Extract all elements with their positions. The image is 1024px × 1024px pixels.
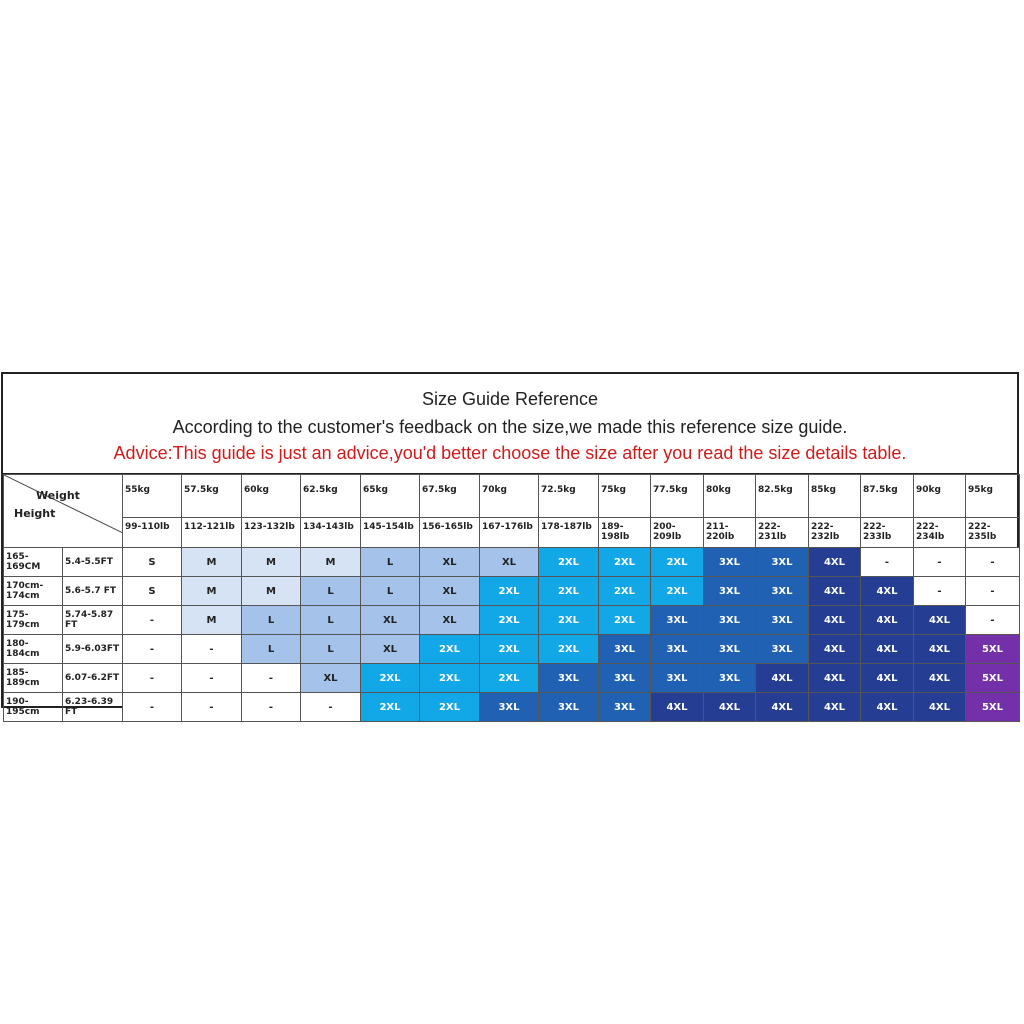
size-cell: 2XL: [480, 635, 539, 664]
size-cell: 2XL: [651, 548, 704, 577]
size-cell: -: [914, 577, 966, 606]
weight-lb-cell: 123-132lb: [242, 518, 301, 548]
size-cell: 3XL: [599, 693, 651, 722]
size-cell: XL: [420, 548, 480, 577]
size-cell: M: [242, 577, 301, 606]
weight-kg-cell: 95kg: [966, 475, 1020, 518]
size-cell: 5XL: [966, 635, 1020, 664]
size-cell: M: [182, 548, 242, 577]
size-cell: -: [182, 664, 242, 693]
size-cell: 4XL: [861, 606, 914, 635]
size-cell: L: [242, 635, 301, 664]
corner-height-label: Height: [14, 507, 56, 520]
height-cm-cell: 185-189cm: [4, 664, 63, 693]
size-cell: -: [123, 693, 182, 722]
height-cm-cell: 175-179cm: [4, 606, 63, 635]
size-cell: 2XL: [651, 577, 704, 606]
size-cell: -: [301, 693, 361, 722]
weight-lb-cell: 99-110lb: [123, 518, 182, 548]
size-cell: 2XL: [480, 577, 539, 606]
size-cell: 2XL: [599, 606, 651, 635]
weight-kg-cell: 65kg: [361, 475, 420, 518]
weight-kg-cell: 57.5kg: [182, 475, 242, 518]
weight-kg-cell: 77.5kg: [651, 475, 704, 518]
size-cell: 4XL: [861, 664, 914, 693]
weight-lb-cell: 189-198lb: [599, 518, 651, 548]
size-cell: 3XL: [599, 664, 651, 693]
height-ft-cell: 5.74-5.87 FT: [63, 606, 123, 635]
size-table: [3, 474, 1020, 722]
size-cell: 4XL: [704, 693, 756, 722]
size-cell: 3XL: [704, 548, 756, 577]
height-ft-cell: 6.07-6.2FT: [63, 664, 123, 693]
corner-weight-label: Weight: [36, 489, 80, 502]
size-cell: M: [182, 577, 242, 606]
weight-lb-cell: 134-143lb: [301, 518, 361, 548]
size-cell: -: [123, 664, 182, 693]
size-cell: S: [123, 577, 182, 606]
size-cell: 4XL: [756, 664, 809, 693]
size-cell: M: [242, 548, 301, 577]
weight-lb-cell: 222-231lb: [756, 518, 809, 548]
size-cell: 2XL: [420, 693, 480, 722]
size-cell: 5XL: [966, 664, 1020, 693]
weight-kg-cell: 70kg: [480, 475, 539, 518]
weight-kg-cell: 90kg: [914, 475, 966, 518]
size-cell: 2XL: [480, 606, 539, 635]
corner-cell: [4, 475, 123, 548]
height-ft-cell: 5.6-5.7 FT: [63, 577, 123, 606]
size-cell: L: [301, 635, 361, 664]
size-cell: -: [123, 606, 182, 635]
size-cell: -: [966, 606, 1020, 635]
size-row: [4, 577, 1020, 606]
weight-lb-cell: 222-235lb: [966, 518, 1020, 548]
weight-lb-cell: 167-176lb: [480, 518, 539, 548]
weight-lb-cell: 200-209lb: [651, 518, 704, 548]
size-cell: -: [966, 548, 1020, 577]
weight-lb-cell: 178-187lb: [539, 518, 599, 548]
size-cell: 2XL: [539, 635, 599, 664]
height-cm-cell: 190-195cm: [4, 693, 63, 722]
weight-kg-row: [4, 475, 1020, 518]
size-cell: 2XL: [420, 664, 480, 693]
size-cell: 4XL: [809, 548, 861, 577]
size-cell: 3XL: [756, 606, 809, 635]
size-cell: 4XL: [809, 664, 861, 693]
size-row: [4, 548, 1020, 577]
weight-kg-cell: 80kg: [704, 475, 756, 518]
weight-kg-cell: 67.5kg: [420, 475, 480, 518]
size-cell: 3XL: [539, 693, 599, 722]
size-cell: L: [301, 577, 361, 606]
size-cell: 4XL: [914, 693, 966, 722]
size-cell: L: [361, 548, 420, 577]
size-cell: 2XL: [599, 548, 651, 577]
size-cell: 4XL: [809, 577, 861, 606]
size-cell: XL: [480, 548, 539, 577]
size-cell: -: [914, 548, 966, 577]
size-cell: 3XL: [651, 606, 704, 635]
size-cell: -: [861, 548, 914, 577]
guide-title: Size Guide Reference: [421, 389, 599, 409]
size-cell: 4XL: [809, 606, 861, 635]
size-cell: 4XL: [914, 606, 966, 635]
size-cell: 3XL: [704, 606, 756, 635]
size-cell: 3XL: [704, 577, 756, 606]
weight-lb-cell: 222-232lb: [809, 518, 861, 548]
size-cell: 3XL: [651, 664, 704, 693]
size-cell: 4XL: [914, 664, 966, 693]
size-cell: 2XL: [361, 693, 420, 722]
size-cell: 2XL: [539, 577, 599, 606]
size-cell: 4XL: [861, 577, 914, 606]
size-cell: 3XL: [539, 664, 599, 693]
weight-kg-cell: 55kg: [123, 475, 182, 518]
size-cell: -: [182, 693, 242, 722]
size-cell: 3XL: [704, 635, 756, 664]
size-cell: XL: [361, 635, 420, 664]
weight-kg-cell: 60kg: [242, 475, 301, 518]
size-cell: XL: [420, 577, 480, 606]
size-cell: L: [242, 606, 301, 635]
height-cm-cell: 165-169CM: [4, 548, 63, 577]
size-row: [4, 664, 1020, 693]
size-cell: -: [242, 693, 301, 722]
size-cell: 2XL: [361, 664, 420, 693]
size-cell: 4XL: [809, 635, 861, 664]
weight-kg-cell: 75kg: [599, 475, 651, 518]
size-guide: [1, 372, 1019, 717]
size-row: [4, 693, 1020, 722]
weight-kg-cell: 85kg: [809, 475, 861, 518]
height-ft-cell: 6.23-6.39 FT: [63, 693, 123, 722]
size-cell: -: [123, 635, 182, 664]
size-cell: 3XL: [756, 577, 809, 606]
size-cell: -: [966, 577, 1020, 606]
height-cm-cell: 180-184cm: [4, 635, 63, 664]
size-cell: 5XL: [966, 693, 1020, 722]
guide-subtitle: According to the customer's feedback on the size,we made this reference size guide.: [172, 417, 848, 437]
size-cell: 3XL: [480, 693, 539, 722]
size-cell: 3XL: [704, 664, 756, 693]
size-cell: 4XL: [914, 635, 966, 664]
size-cell: L: [301, 606, 361, 635]
height-cm-cell: 170cm-174cm: [4, 577, 63, 606]
size-cell: L: [361, 577, 420, 606]
size-cell: 3XL: [756, 635, 809, 664]
size-cell: XL: [420, 606, 480, 635]
weight-lb-cell: 156-165lb: [420, 518, 480, 548]
size-cell: XL: [361, 606, 420, 635]
size-cell: 4XL: [861, 693, 914, 722]
size-row: [4, 606, 1020, 635]
weight-lb-cell: 112-121lb: [182, 518, 242, 548]
size-cell: 3XL: [651, 635, 704, 664]
weight-lb-cell: 222-233lb: [861, 518, 914, 548]
size-cell: 4XL: [651, 693, 704, 722]
size-cell: M: [182, 606, 242, 635]
weight-kg-cell: 87.5kg: [861, 475, 914, 518]
size-row: [4, 635, 1020, 664]
guide-advice: Advice:This guide is just an advice,you'd better choose the size after you read the size details table.: [113, 443, 907, 463]
weight-kg-cell: 62.5kg: [301, 475, 361, 518]
size-cell: 4XL: [756, 693, 809, 722]
size-cell: 3XL: [756, 548, 809, 577]
weight-lb-cell: 145-154lb: [361, 518, 420, 548]
size-cell: -: [242, 664, 301, 693]
size-cell: 4XL: [861, 635, 914, 664]
size-cell: 4XL: [809, 693, 861, 722]
guide-header: [3, 374, 1017, 474]
size-cell: -: [182, 635, 242, 664]
diagonal-divider: [4, 475, 123, 533]
weight-kg-cell: 82.5kg: [756, 475, 809, 518]
weight-lb-cell: 222-234lb: [914, 518, 966, 548]
size-cell: 3XL: [599, 635, 651, 664]
height-ft-cell: 5.9-6.03FT: [63, 635, 123, 664]
weight-kg-cell: 72.5kg: [539, 475, 599, 518]
size-cell: M: [301, 548, 361, 577]
size-cell: XL: [301, 664, 361, 693]
size-cell: S: [123, 548, 182, 577]
size-cell: 2XL: [539, 606, 599, 635]
weight-lb-row: [4, 518, 1020, 548]
height-ft-cell: 5.4-5.5FT: [63, 548, 123, 577]
size-cell: 2XL: [539, 548, 599, 577]
size-cell: 2XL: [480, 664, 539, 693]
size-cell: 2XL: [420, 635, 480, 664]
weight-lb-cell: 211-220lb: [704, 518, 756, 548]
size-cell: 2XL: [599, 577, 651, 606]
